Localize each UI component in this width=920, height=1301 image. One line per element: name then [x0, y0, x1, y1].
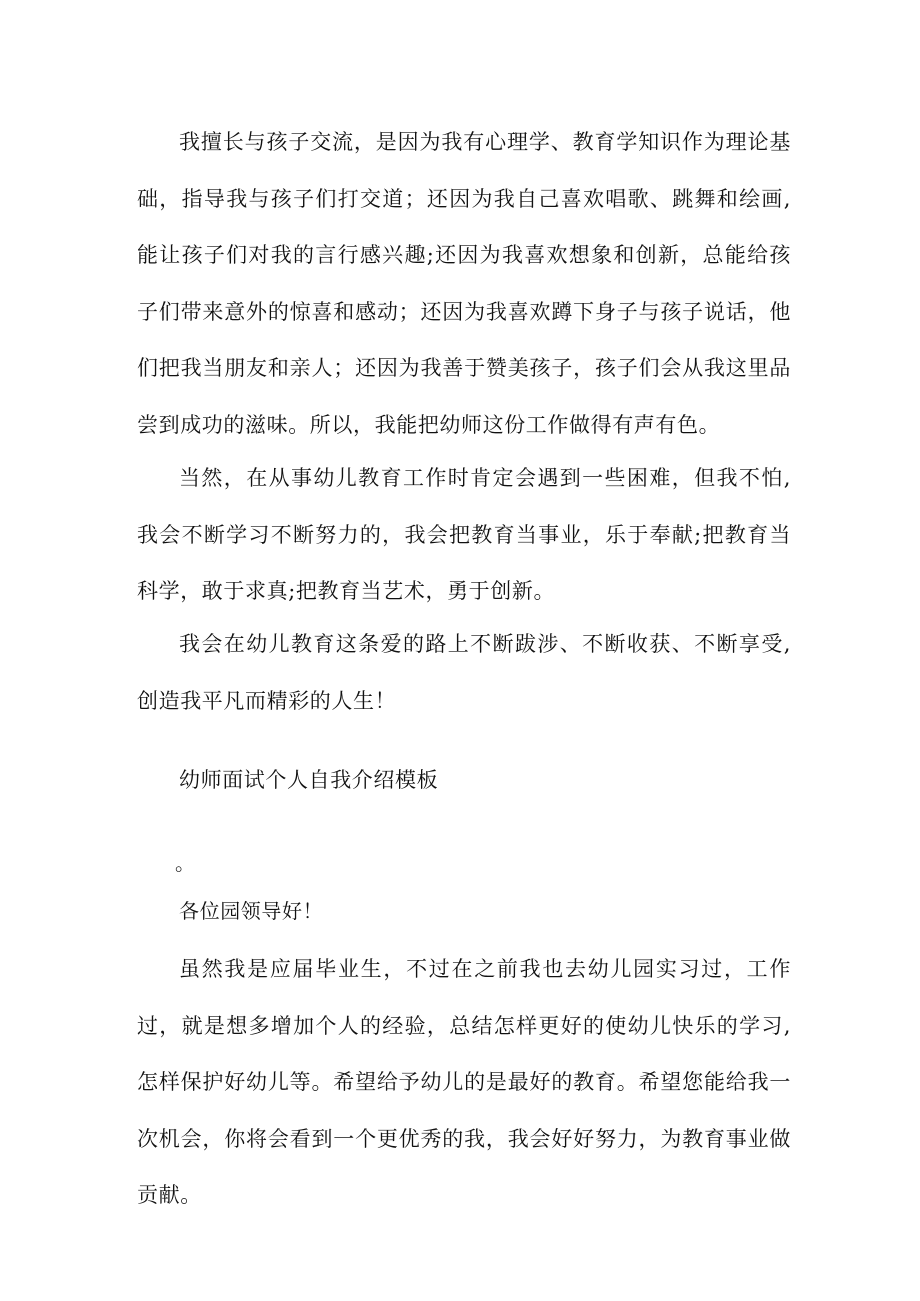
paragraph-strengths: 我擅长与孩子交流，是因为我有心理学、教育学知识作为理论基础，指导我与孩子们打交道；还因为我自己喜欢唱歌、跳舞和绘画,能让孩子们对我的言行感兴趣;还因为我喜欢想象和创新，总能给孩子们带来意外的惊喜和感动；还因为我喜欢蹲下身子与孩子说话，他们把我当朋友和亲人；还因为我善于赞美孩子，孩子们会从我这里品尝到成功的滋味。所以，我能把幼师这份工作做得有声有色。 [137, 130, 791, 437]
paragraph-self-introduction: 虽然我是应届毕业生，不过在之前我也去幼儿园实习过，工作过，就是想多增加个人的经验，总结怎样更好的使幼儿快乐的学习,怎样保护好幼儿等。希望给予幼儿的是最好的教育。希望您能给我一次机会，你将会看到一个更优秀的我，我会好好努力，为教育事业做贡献。 [137, 957, 791, 1207]
section-title: 幼师面试个人自我介绍模板 [179, 768, 439, 792]
greeting-line: 各位园领导好！ [179, 899, 324, 923]
paragraph-closing: 我会在幼儿教育这条爱的路上不断跋涉、不断收获、不断享受,创造我平凡而精彩的人生！ [137, 632, 791, 713]
stray-punctuation-mark: 。 [175, 851, 195, 875]
paragraph-difficulties: 当然，在从事幼儿教育工作时肯定会遇到一些困难，但我不怕,我会不断学习不断努力的，我会把教育当事业，乐于奉献;把教育当科学，敢于求真;把教育当艺术，勇于创新。 [137, 466, 791, 603]
